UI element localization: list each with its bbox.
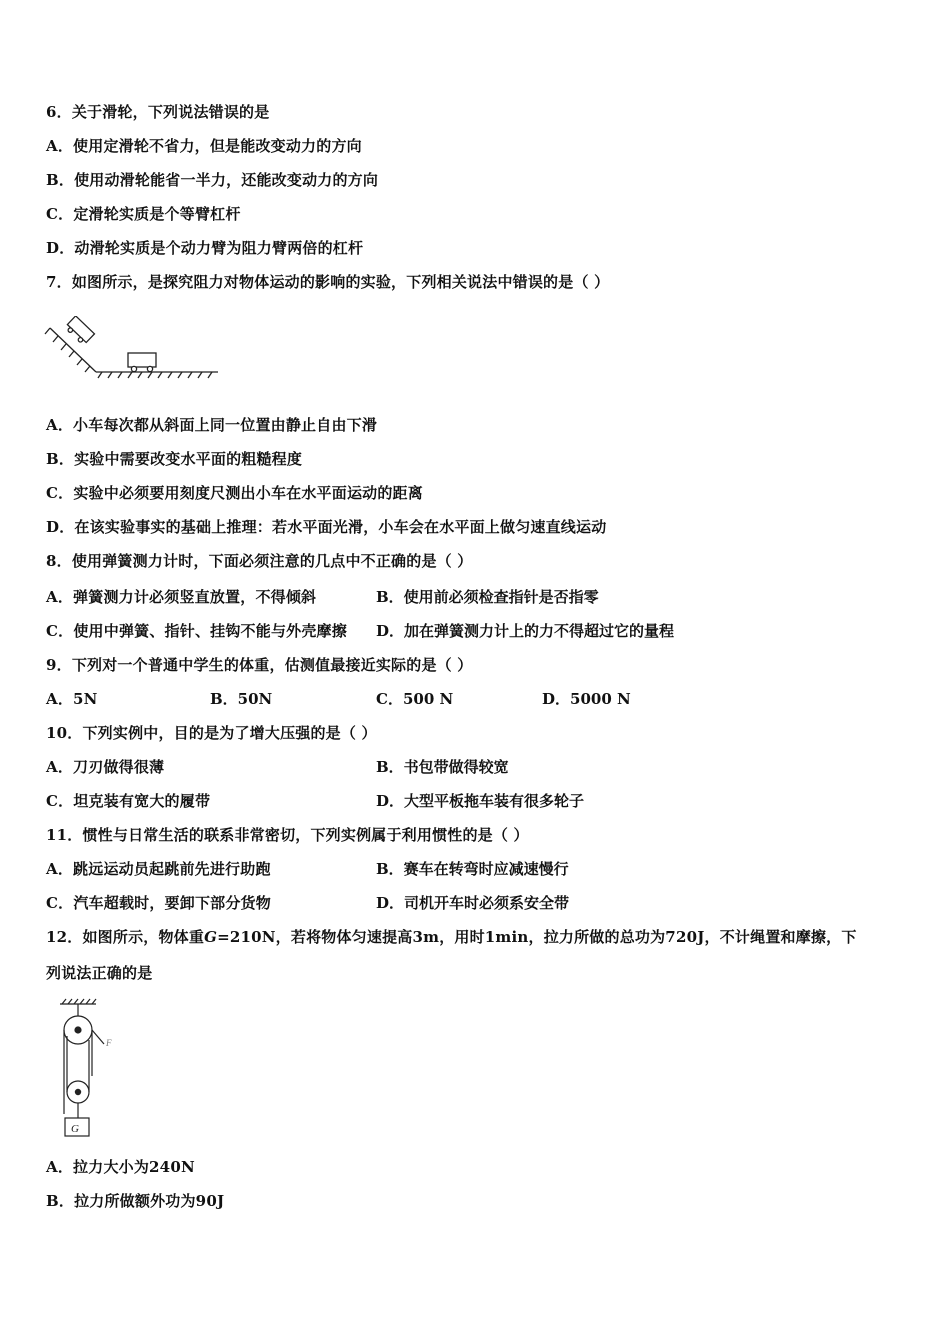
q8-stem: 8．使用弹簧测力计时，下面必须注意的几点中不正确的是（ ） [46,552,473,570]
cart-on-floor [128,353,156,372]
q11-option-b: B．赛车在转弯时应减速慢行 [376,860,569,878]
q12-option-a: A．拉力大小为240N [46,1158,195,1176]
q8-option-b: B．使用前必须检查指针是否指零 [376,588,599,606]
q9-option-d: D．5000 N [542,690,631,708]
q8-option-a: A．弹簧测力计必须竖直放置，不得倾斜 [46,588,317,606]
q8-option-c: C．使用中弹簧、指针、挂钩不能与外壳摩擦 [46,622,347,640]
incline-cart-figure [44,316,224,386]
q8-option-d: D．加在弹簧测力计上的力不得超过它的量程 [376,622,675,640]
q10-option-a: A．刀刃做得很薄 [46,758,165,776]
force-label-f: F [106,1038,112,1048]
q12-stem-variable: G [204,928,218,946]
q6-option-b: B．使用动滑轮能省一半力，还能改变动力的方向 [46,171,379,189]
pulley-system-figure [52,996,122,1144]
weight-label-g: G [71,1123,79,1135]
q7-stem: 7．如图所示，是探究阻力对物体运动的影响的实验，下列相关说法中错误的是（ ） [46,273,610,291]
q10-option-d: D．大型平板拖车装有很多轮子 [376,792,585,810]
q9-option-c: C．500 N [376,690,454,708]
q6-option-d: D．动滑轮实质是个动力臂为阻力臂两倍的杠杆 [46,239,364,257]
q10-option-b: B．书包带做得较宽 [376,758,509,776]
q6-option-a: A．使用定滑轮不省力，但是能改变动力的方向 [46,137,362,155]
q11-option-a: A．跳远运动员起跳前先进行助跑 [46,860,271,878]
q6-stem: 6．关于滑轮，下列说法错误的是 [46,103,270,121]
q12-option-b: B．拉力所做额外功为90J [46,1192,225,1210]
q9-stem: 9．下列对一个普通中学生的体重，估测值最接近实际的是（ ） [46,656,473,674]
q10-stem: 10．下列实例中，目的是为了增大压强的是（ ） [46,724,377,742]
q9-option-b: B．50N [210,690,273,708]
q7-option-a: A．小车每次都从斜面上同一位置由静止自由下滑 [46,416,378,434]
q7-option-b: B．实验中需要改变水平面的粗糙程度 [46,450,303,468]
q11-stem: 11．惯性与日常生活的联系非常密切，下列实例属于利用惯性的是（ ） [46,826,529,844]
q7-option-c: C．实验中必须要用刻度尺测出小车在水平面运动的距离 [46,484,423,502]
q11-option-c: C．汽车超载时，要卸下部分货物 [46,894,271,912]
q7-option-d: D．在该实验事实的基础上推理：若水平面光滑，小车会在水平面上做匀速直线运动 [46,518,607,536]
cart-on-incline [64,316,94,346]
q12-stem-pre: 12．如图所示，物体重 [46,928,205,946]
q11-option-d: D．司机开车时必须系安全带 [376,894,570,912]
q9-option-a: A．5N [46,690,98,708]
q6-option-c: C．定滑轮实质是个等臂杠杆 [46,205,241,223]
q12-stem-line2: 列说法正确的是 [46,964,153,982]
q10-option-c: C．坦克装有宽大的履带 [46,792,211,810]
q12-stem [46,927,857,947]
q12-stem-post: =210N，若将物体匀速提高3m，用时1min，拉力所做的总功为720J，不计绳置和摩擦，下 [217,928,857,946]
